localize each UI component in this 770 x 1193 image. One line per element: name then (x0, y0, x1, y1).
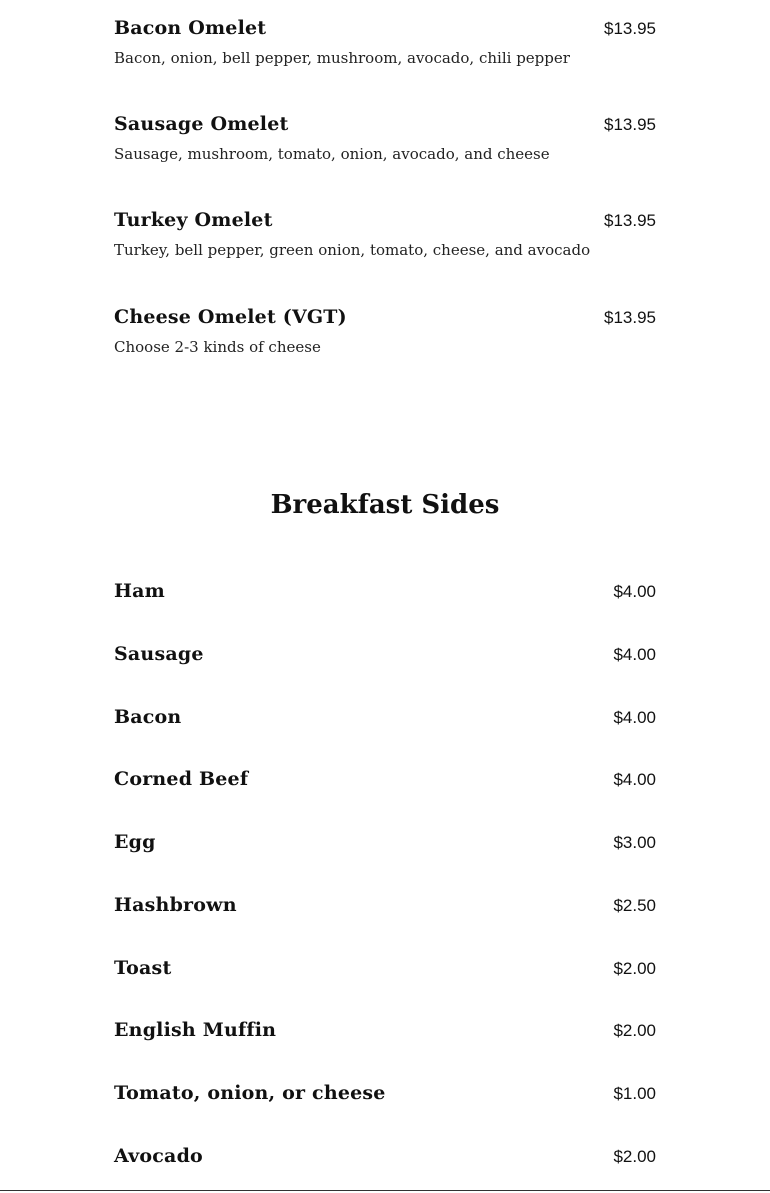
side-item-avocado (114, 1145, 656, 1167)
item-price: $2.00 (613, 1021, 656, 1040)
item-price: $2.00 (613, 1147, 656, 1166)
item-name: Sausage (114, 643, 204, 665)
item-name: Hashbrown (114, 894, 237, 916)
side-item-sausage (114, 643, 656, 665)
side-item-hashbrown (114, 894, 656, 916)
item-price: $13.95 (604, 19, 656, 38)
item-description: Turkey, bell pepper, green onion, tomato, cheese, and avocado (114, 241, 591, 259)
menu-item-cheese-omelet (114, 306, 656, 356)
bottom-divider (0, 1190, 770, 1191)
item-price: $2.50 (613, 896, 656, 915)
item-name: Sausage Omelet (114, 113, 289, 135)
side-item-bacon (114, 706, 656, 728)
side-item-corned-beef (114, 768, 656, 790)
side-item-toast (114, 957, 656, 979)
item-name: Corned Beef (114, 768, 249, 790)
item-price: $4.00 (613, 770, 656, 789)
item-description: Choose 2-3 kinds of cheese (114, 338, 321, 356)
item-name: Bacon Omelet (114, 17, 267, 39)
item-price: $4.00 (613, 645, 656, 664)
item-price: $3.00 (613, 833, 656, 852)
item-price: $13.95 (604, 115, 656, 134)
side-item-tomato-onion-cheese (114, 1082, 656, 1104)
item-description: Sausage, mushroom, tomato, onion, avocado, and cheese (114, 145, 550, 163)
item-price: $13.95 (604, 211, 656, 230)
item-price: $13.95 (604, 308, 656, 327)
side-item-english-muffin (114, 1019, 656, 1041)
item-name: English Muffin (114, 1019, 277, 1041)
item-price: $2.00 (613, 959, 656, 978)
item-name: Cheese Omelet (VGT) (114, 306, 347, 328)
section-title: Breakfast Sides (270, 490, 500, 520)
item-name: Avocado (114, 1145, 203, 1167)
item-price: $1.00 (613, 1084, 656, 1103)
menu-item-turkey-omelet (114, 209, 656, 259)
item-name: Bacon (114, 706, 182, 728)
item-name: Tomato, onion, or cheese (114, 1082, 386, 1104)
item-description: Bacon, onion, bell pepper, mushroom, avocado, chili pepper (114, 49, 570, 67)
menu-item-bacon-omelet (114, 17, 656, 67)
menu-item-sausage-omelet (114, 113, 656, 163)
item-name: Egg (114, 831, 156, 853)
item-name: Turkey Omelet (114, 209, 273, 231)
item-price: $4.00 (613, 708, 656, 727)
item-name: Toast (114, 957, 172, 979)
item-name: Ham (114, 580, 165, 602)
item-price: $4.00 (613, 582, 656, 601)
side-item-ham (114, 580, 656, 602)
side-item-egg (114, 831, 656, 853)
